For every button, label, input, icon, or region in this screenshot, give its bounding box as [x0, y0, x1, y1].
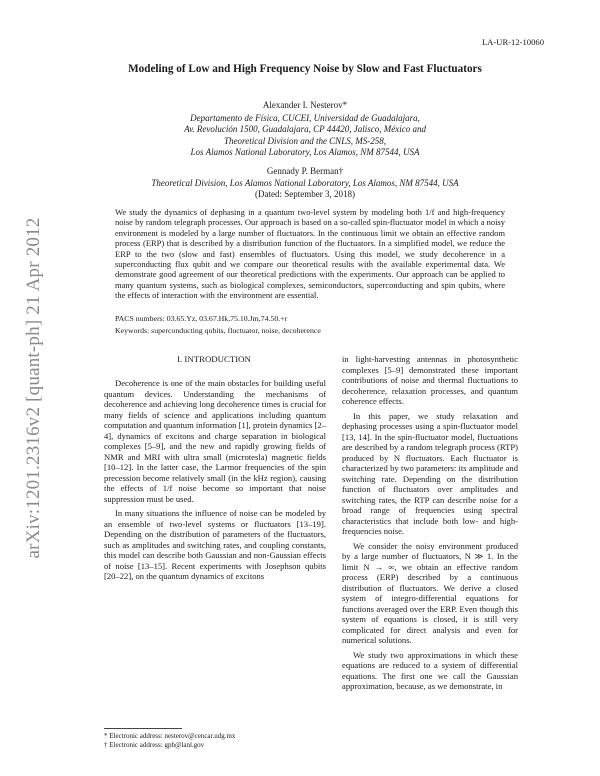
paragraph: We consider the noisy environment produced by a large number of fluctuators, N ≫ 1. In the limit N → ∞, we obtain an effective random process (ERP) described by a continuous distribution of fluctuators. We derive a closed system of integro-differential equations for functions averaged over the ERP. Even though this system of equations is closed, it is still very complicated for direct analysis and even for numerical solutions. [342, 540, 518, 645]
abstract: We study the dynamics of dephasing in a quantum two-level system by modeling both 1/f and high-frequency noise by random telegraph processes. Our approach is based on a so-called spin-fluctuator model in which a noisy environment is modeled by a large number of fluctuators. In the continuous limit we obtain an effective random process (ERP) that is described by a distribution function of the fluctuators. In a simplified model, we reduce the ERP to the two (slow and fast) ensembles of fluctuators. Using this model, we study decoherence in a superconducting flux qubit and we compare our theoretical results with the available experimental data. We demonstrate good agreement of our theoretical predictions with the experiments. Our approach can be applied to many quantum systems, such as biological complexes, semiconductors, superconducting and spin qubits, where the effects of interaction with the environment are essential. [115, 207, 505, 301]
paragraph: We study two approximations in which these equations are reduced to a system of differential equations. The first one we call the Gaussian approximation, because, as we demonstrate, in [342, 649, 518, 691]
report-number: LA-UR-12-10060 [481, 37, 544, 47]
section-heading: I. INTRODUCTION [177, 354, 251, 364]
footnote: * Electronic address: nesterov@cencar.udg.mx [104, 732, 236, 740]
affiliation-line: Av. Revolución 1500, Guadalajara, CP 44420, Jalisco, México and [184, 124, 426, 135]
paragraph: in light-harvesting antennas in photosynthetic complexes [5–9] demonstrated these important contributions of noise and thermal fluctuations to decoherence, relaxation processes, and quantum coherence effects. [342, 354, 518, 406]
affiliation-line: Departamento de Física, CUCEI, Universidad de Guadalajara, [190, 113, 420, 123]
author-name: Gennady P. Berman† [266, 166, 344, 176]
author-affiliation [90, 113, 520, 159]
right-column [342, 354, 518, 696]
keywords: Keywords: superconducting qubits, fluctuator, noise, decoherence [115, 326, 321, 335]
arxiv-id: arXiv:1201.2316v2 [quant-ph] 21 Apr 2012 [23, 217, 44, 559]
arxiv-stamp [14, 178, 54, 598]
affiliation-line: Theoretical Division and the CNLS, MS-258, [224, 135, 386, 146]
pacs-numbers: PACS numbers: 03.65.Yz, 03.67.Hk,75.10.Jm,74.50.+r [115, 314, 288, 323]
paragraph: Decoherence is one of the main obstacles for building useful quantum devices. Understanding the mechanisms of decoherence and achieving long decoherence times is crucial for many fields of science and applications including quantum computation and quantum information [1], protein dynamics [2–4], dynamics of excitons and charge separation in biological complexes [5–9], and the new and rapidly growing fields of NMR and MRI with ultra small (microtesla) magnetic fields [10–12]. In the latter case, the Larmor frequencies of the spin precession become relatively small (in the kHz region), causing the effects of 1/f noise become so important that noise suppression must be used. [104, 378, 326, 504]
author-name: Alexander I. Nesterov* [262, 100, 348, 110]
affiliation-line: Theoretical Division, Los Alamos National Laboratory, Los Alamos, NM 87544, USA [151, 178, 459, 188]
paragraph: In many situations the influence of noise can be modeled by an ensemble of two-level systems or fluctuators [13–19]. Depending on the distribution of parameters of the fluctuators, such as amplitudes and switching rates, and coupling constants, this model can describe both Gaussian and non-Gaussian effects of noise [13–15]. Recent experiments with Josephson qubits [20–22], on the quantum dynamics of excitons [104, 508, 326, 581]
date-line: (Dated: September 3, 2018) [255, 189, 355, 199]
paragraph: In this paper, we study relaxation and dephasing processes using a spin-fluctuator model [13, 14]. In the spin-fluctuator model, fluctuations are described by a random telegraph process (RTP) produced by N fluctuators. Each fluctuator is characterized by two parameters: its amplitude and switching rate. Depending on the distribution function of fluctuators over amplitudes and switching rates, the RTP can describe noise for a broad range of frequencies using spectral characteristics that include both low- and high-frequencies noise. [342, 410, 518, 536]
footnote: † Electronic address: gpb@lanl.gov [104, 741, 205, 749]
left-column [104, 378, 326, 586]
footnote-rule [104, 728, 182, 729]
affiliation-line: Los Alamos National Laboratory, Los Alamos, NM 87544, USA [190, 147, 420, 158]
paper-title: Modeling of Low and High Frequency Noise by Slow and Fast Fluctuators [128, 63, 482, 75]
